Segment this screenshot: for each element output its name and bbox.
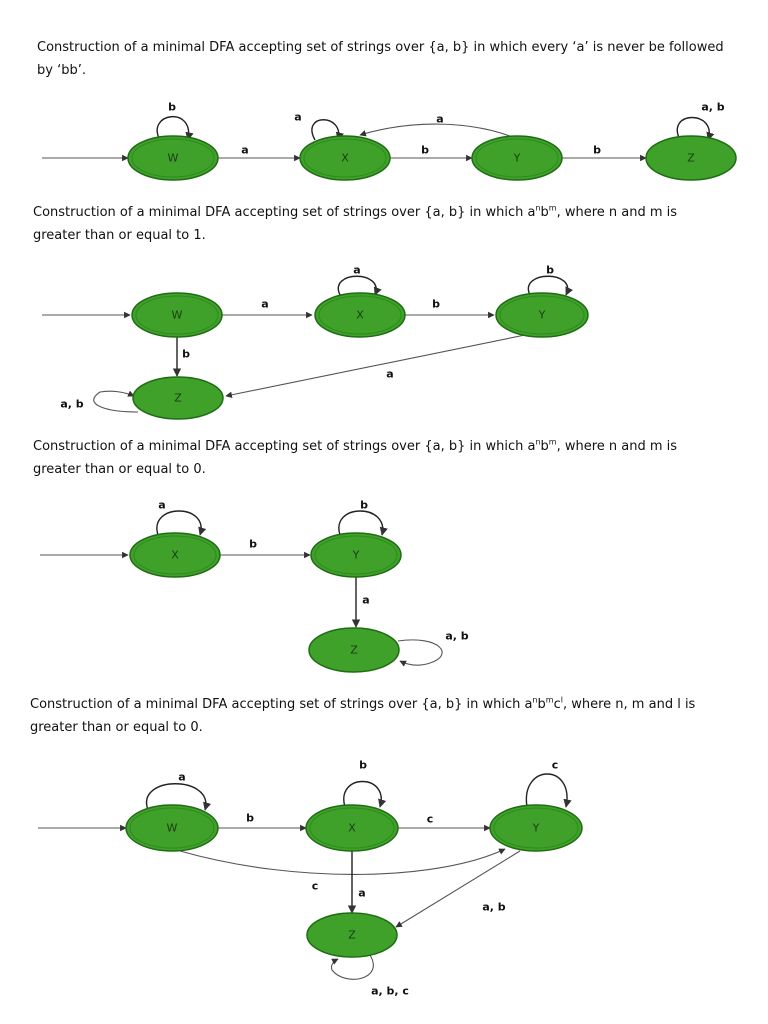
section-2-heading-pre: Construction of a minimal DFA accepting set of strings over {a, b} in which a xyxy=(33,205,536,220)
y-loop-label: b xyxy=(546,263,554,277)
state-w-label: W xyxy=(167,151,179,165)
state-z xyxy=(309,628,399,672)
w-loop-label: b xyxy=(168,100,176,114)
section-4-sup-n: n xyxy=(532,695,538,705)
state-y xyxy=(311,533,401,577)
edge-w-y xyxy=(180,849,505,874)
state-z-label: Z xyxy=(348,928,356,942)
state-x xyxy=(300,136,390,180)
section-4-sup-l: l xyxy=(560,695,563,705)
state-y-label: Y xyxy=(513,151,521,165)
section-1-heading-line2: by ‘bb’. xyxy=(37,63,86,78)
x-self-loop xyxy=(157,511,201,535)
state-x-label: X xyxy=(356,308,364,322)
dfa-diagram-4 xyxy=(0,755,768,1005)
section-4-heading xyxy=(30,693,755,739)
x-self-loop xyxy=(338,276,376,295)
edge-x-y-label: b xyxy=(249,537,257,551)
edge-x-y-label: c xyxy=(426,812,434,826)
dfa-diagram-3 xyxy=(0,495,768,685)
section-3-heading-line1 xyxy=(33,435,748,458)
section-3-mid-b: b xyxy=(540,439,549,454)
section-1-heading-line1: Construction of a minimal DFA accepting set of strings over {a, b} in which every ‘a’ is never be followed xyxy=(37,40,724,55)
state-y-label: Y xyxy=(532,821,540,835)
section-2-heading xyxy=(33,201,748,247)
y-self-loop xyxy=(339,511,383,535)
state-z-label: Z xyxy=(350,643,358,657)
z-loop-label: a, b xyxy=(445,629,469,643)
section-4-mid-b: b xyxy=(537,697,546,712)
state-w xyxy=(128,136,218,180)
state-z xyxy=(133,377,223,419)
state-w xyxy=(132,293,222,337)
state-w-label: W xyxy=(166,821,178,835)
x-loop-label: b xyxy=(359,758,367,772)
y-loop-label: b xyxy=(360,498,368,512)
state-x xyxy=(306,805,398,851)
state-y-label: Y xyxy=(352,548,360,562)
state-w xyxy=(126,805,218,851)
section-1-heading xyxy=(37,36,752,82)
state-z xyxy=(307,913,397,957)
state-y xyxy=(472,136,562,180)
edge-y-x-label: a xyxy=(436,112,444,126)
y-self-loop xyxy=(528,276,567,295)
edge-y-z-label: a xyxy=(386,367,394,381)
z-self-loop xyxy=(398,640,442,665)
x-loop-label: a xyxy=(294,110,302,124)
section-3-heading-post: , where n and m is xyxy=(556,439,678,454)
x-loop-label: a xyxy=(158,498,166,512)
y-loop-label: c xyxy=(551,758,559,772)
edge-w-x-label: b xyxy=(246,811,254,825)
section-4-heading-line1 xyxy=(30,693,755,716)
z-self-loop xyxy=(331,955,373,979)
w-loop-label: a xyxy=(178,770,186,784)
section-4-heading-line2: greater than or equal to 0. xyxy=(30,720,203,735)
section-3-sup-n: n xyxy=(535,437,541,447)
state-x-label: X xyxy=(348,821,356,835)
state-z-label: Z xyxy=(687,151,695,165)
edge-x-y-label: b xyxy=(432,297,440,311)
section-3-sup-m: m xyxy=(548,437,557,447)
section-4-heading-post: , where n, m and l is xyxy=(562,697,696,712)
z-loop-label: a, b, c xyxy=(371,984,409,998)
state-x-label: X xyxy=(341,151,349,165)
section-4-heading-pre: Construction of a minimal DFA accepting set of strings over {a, b} in which a xyxy=(30,697,533,712)
section-4-mid-c: c xyxy=(553,697,561,712)
section-2-heading-line1 xyxy=(33,201,748,224)
dfa-diagram-1 xyxy=(0,95,768,195)
section-4-sup-m: m xyxy=(545,695,554,705)
edge-w-y-label: c xyxy=(311,879,319,893)
edge-w-x-label: a xyxy=(261,297,269,311)
state-y xyxy=(496,293,588,337)
section-2-sup-m: m xyxy=(548,203,557,213)
z-loop-label: a, b xyxy=(60,397,84,411)
state-w-label: W xyxy=(171,308,183,322)
edge-y-z-label: a, b xyxy=(482,900,506,914)
x-self-loop xyxy=(344,782,381,808)
x-loop-label: a xyxy=(353,263,361,277)
section-2-sup-n: n xyxy=(535,203,541,213)
edge-w-x-label: a xyxy=(241,143,249,157)
section-3-heading-pre: Construction of a minimal DFA accepting set of strings over {a, b} in which a xyxy=(33,439,536,454)
dfa-diagram-2 xyxy=(0,262,768,422)
edge-x-y-label: b xyxy=(421,143,429,157)
state-x xyxy=(130,533,220,577)
edge-y-z-label: a xyxy=(362,593,370,607)
section-2-mid-b: b xyxy=(540,205,549,220)
z-loop-label: a, b xyxy=(701,100,725,114)
section-2-heading-post: , where n and m is xyxy=(556,205,678,220)
z-self-loop xyxy=(94,391,138,412)
edge-y-z xyxy=(396,851,520,927)
state-x xyxy=(315,293,405,337)
y-self-loop xyxy=(526,774,567,807)
state-y-label: Y xyxy=(538,308,546,322)
edge-w-z-label: b xyxy=(182,347,190,361)
edge-y-x xyxy=(360,124,515,138)
edge-y-z xyxy=(226,334,530,396)
section-2-heading-line2: greater than or equal to 1. xyxy=(33,228,206,243)
state-y xyxy=(490,805,582,851)
state-z xyxy=(646,136,736,180)
state-x-label: X xyxy=(171,548,179,562)
state-z-label: Z xyxy=(174,391,182,405)
edge-x-z-label: a xyxy=(358,886,366,900)
section-3-heading-line2: greater than or equal to 0. xyxy=(33,462,206,477)
edge-y-z-label: b xyxy=(593,143,601,157)
section-3-heading xyxy=(33,435,748,481)
